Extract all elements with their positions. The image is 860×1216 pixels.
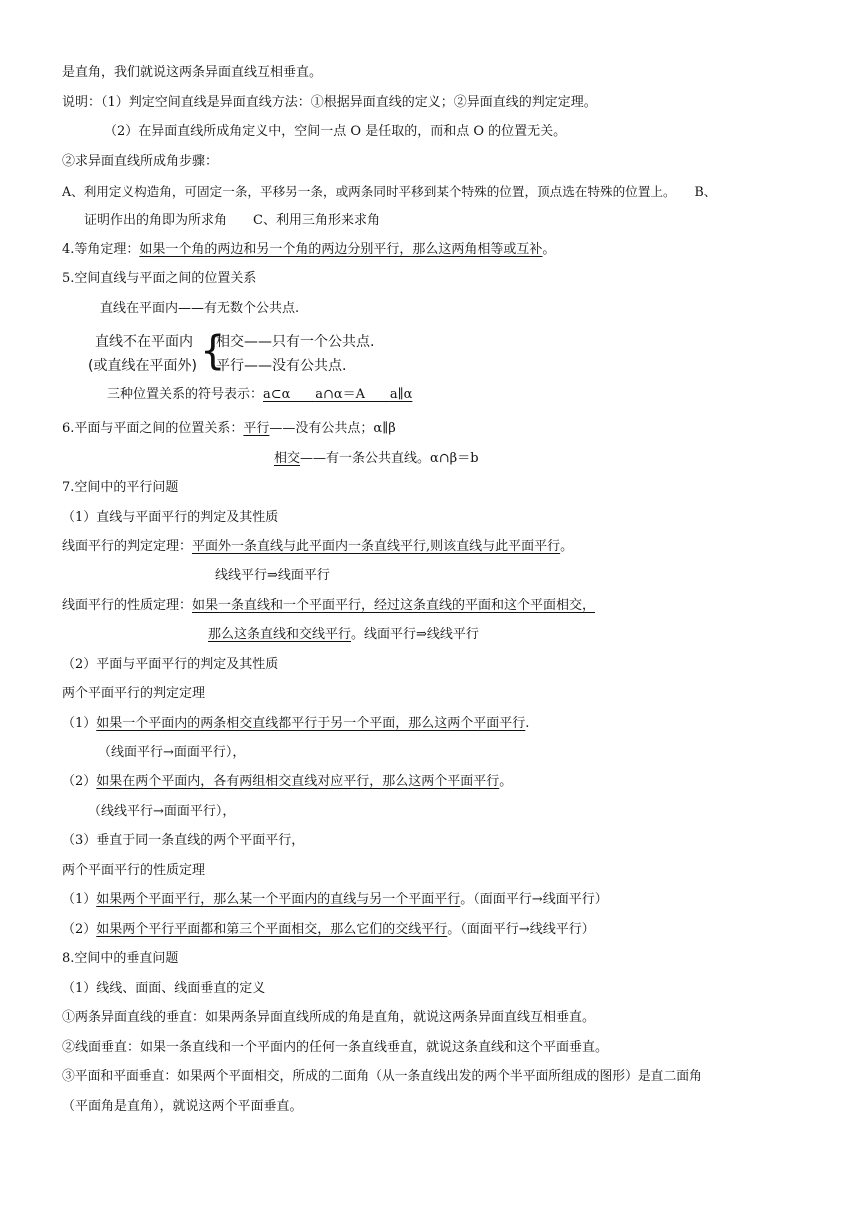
text-line: （3）垂直于同一条直线的两个平面平行， (62, 833, 305, 848)
subsection-heading: （2）平面与平面平行的判定及其性质 (62, 657, 279, 672)
term: 平行 (243, 421, 270, 436)
symbol: a⊂α (263, 387, 291, 402)
label: 三种位置关系的符号表示： (107, 387, 264, 402)
text-line: 证明作出的角即为所求角 C、利用三角形来求角 (84, 213, 380, 228)
term: 相交 (274, 451, 301, 466)
text: 。线面平行⇒线线平行 (351, 627, 479, 642)
section-heading: 8.空间中的垂直问题 (62, 951, 179, 966)
theorem-line (62, 773, 512, 791)
label: 4.等角定理： (62, 242, 140, 257)
punct: 。 (542, 242, 556, 257)
punct: 。 (499, 774, 513, 789)
theorem-text: 如果一个平面内的两条相交直线都平行于另一个平面，那么这两个平面平行 (96, 716, 526, 731)
theorem-text: 如果两个平行平面都和第三个平面相交，那么它们的交线平行 (96, 922, 448, 937)
theorem-line (62, 597, 595, 615)
label: 线面平行的性质定理： (62, 598, 193, 613)
text-line: A、利用定义构造角，可固定一条，平移另一条，或两条同时平移到某个特殊的位置，顶点选在特殊的位置上。 B、 (62, 184, 717, 199)
equal-angle-theorem (62, 241, 555, 259)
text-line: 两个平面平行的判定定理 (62, 686, 206, 701)
symbol: a∥α (389, 387, 413, 402)
theorem-text: 如果在两个平面内，各有两组相交直线对应平行，那么这两个平面平行 (96, 774, 500, 789)
text-line: （线线平行→面面平行）， (88, 804, 236, 819)
theorem-text: 如果一条直线和一个平面平行，经过这条直线的平面和这个平面相交， (192, 598, 596, 613)
text-line: 平行——没有公共点. (216, 358, 347, 374)
text-line: ②求异面直线所成角步骤： (62, 154, 219, 169)
text-line: ③平面和平面垂直：如果两个平面相交，所成的二面角（从一条直线出发的两个半平面所组成的图形）是直二面角 (62, 1069, 702, 1084)
symbol-notation (107, 386, 412, 404)
label: 6.平面与平面之间的位置关系： (62, 421, 244, 436)
theorem-text: 如果一个角的两边和另一个角的两边分别平行，那么这两角相等或互补 (139, 242, 543, 257)
subsection-heading: （1）直线与平面平行的判定及其性质 (62, 510, 279, 525)
text-line: 两个平面平行的性质定理 (62, 863, 206, 878)
spacer (290, 387, 315, 402)
punct: . (525, 716, 530, 731)
theorem-text: 如果两个平面平行，那么某一个平面内的直线与另一个平面平行 (96, 892, 461, 907)
text: ——没有公共点；α∥β (269, 421, 396, 436)
label: 线面平行的判定定理： (62, 539, 193, 554)
brace-icon: { (200, 328, 226, 374)
label: （1） (62, 892, 97, 907)
label: （2） (62, 774, 97, 789)
plane-plane-relation (274, 450, 479, 468)
text-line: （线面平行→面面平行）， (98, 745, 246, 760)
plane-plane-relation (62, 420, 396, 438)
text-line: （2）在异面直线所成角定义中，空间一点 O 是任取的，而和点 O 的位置无关。 (104, 124, 567, 139)
section-heading: 5.空间直线与平面之间的位置关系 (62, 271, 257, 286)
theorem-line (62, 921, 595, 939)
label: （1） (62, 716, 97, 731)
label: （2） (62, 922, 97, 937)
spacer (365, 387, 390, 402)
text-line: （平面角是直角），就说这两个平面垂直。 (62, 1099, 303, 1114)
subsection-heading: （1）线线、面面、线面垂直的定义 (62, 981, 266, 996)
text-line: 线线平行⇒线面平行 (215, 568, 330, 583)
text-line: 相交——只有一个公共点. (216, 334, 375, 350)
theorem-line (62, 891, 608, 909)
text-line: ①两条异面直线的垂直：如果两条异面直线所成的角是直角，就说这两条异面直线互相垂直。 (62, 1010, 596, 1025)
theorem-line (208, 626, 479, 644)
section-heading: 7.空间中的平行问题 (62, 480, 179, 495)
text: ——有一条公共直线。α∩β＝b (300, 451, 479, 466)
text: 。（面面平行→线线平行） (447, 922, 595, 937)
theorem-text: 那么这条直线和交线平行 (208, 627, 352, 642)
theorem-text: 平面外一条直线与此平面内一条直线平行,则该直线与此平面平行 (192, 539, 561, 554)
theorem-line (62, 538, 573, 556)
theorem-line (62, 715, 529, 733)
text-line: 直线不在平面内 (95, 334, 193, 350)
text-line: 是直角，我们就说这两条异面直线互相垂直。 (62, 65, 323, 80)
text-line: (或直线在平面外) (88, 358, 197, 374)
punct: 。 (560, 539, 574, 554)
text: 。（面面平行→线面平行） (460, 892, 608, 907)
text-line: 说明：（1）判定空间直线是异面直线方法：①根据异面直线的定义；②异面直线的判定定理。 (62, 95, 597, 110)
text-line: 直线在平面内——有无数个公共点. (100, 301, 300, 316)
text-line: ②线面垂直：如果一条直线和一个平面内的任何一条直线垂直，就说这条直线和这个平面垂直。 (62, 1040, 609, 1055)
symbol: a∩α＝A (315, 387, 366, 402)
